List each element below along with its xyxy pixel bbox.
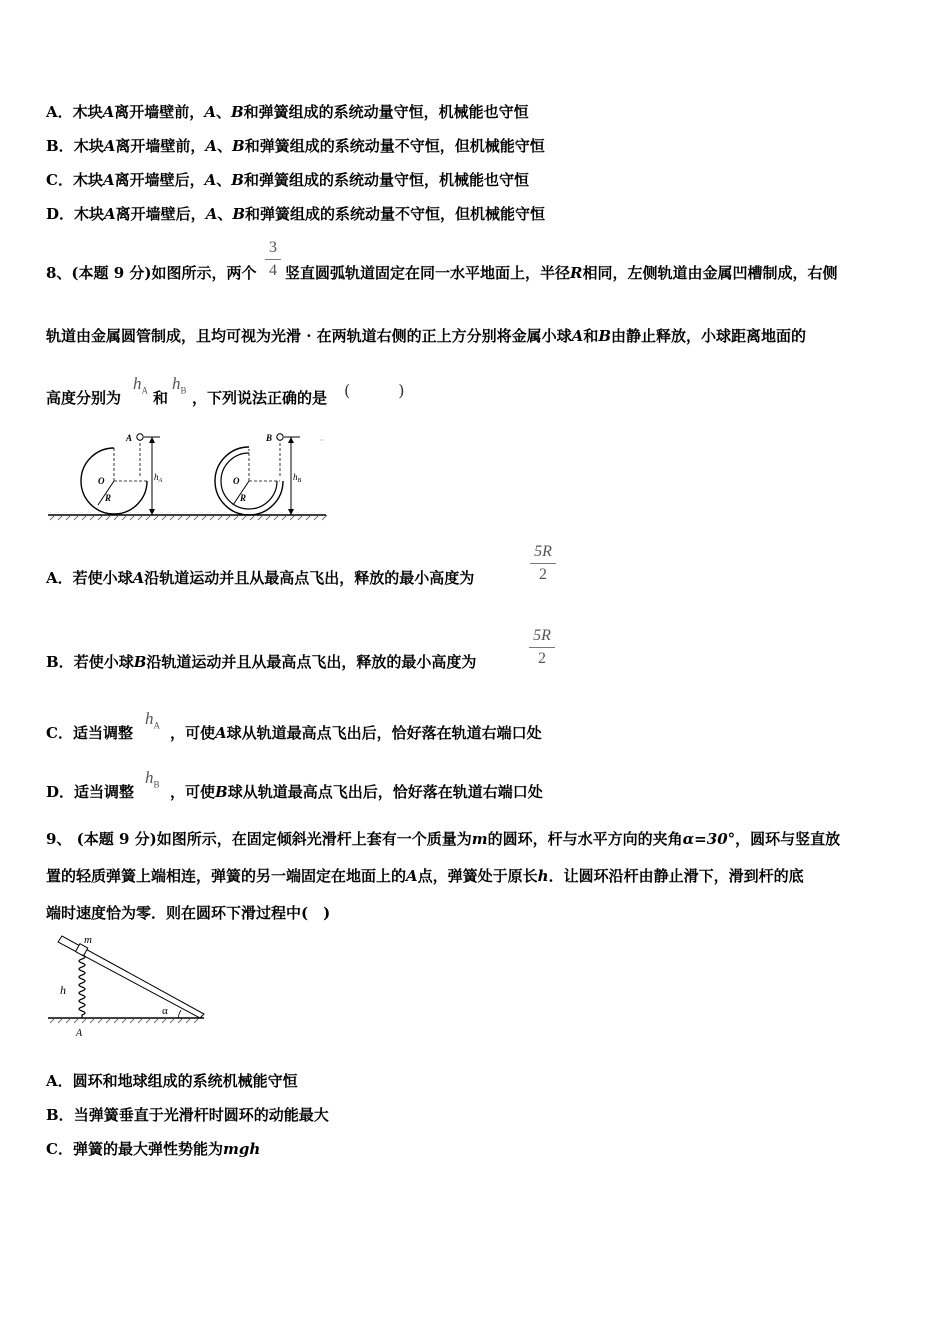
q9-stem-line3: 端时速度恰为零．则在圆环下滑过程中( )	[46, 904, 331, 922]
label-o: O	[98, 476, 105, 486]
q7-option-d: D．木块A离开墙壁后，A、B和弹簧组成的系统动量不守恒，但机械能守恒	[46, 205, 546, 223]
q8-stem-line1-start: 8、(本题 9 分)如图所示，两个	[46, 264, 257, 282]
q8-stem-and: 和	[153, 389, 169, 407]
q8-stem-line3-start: 高度分别为	[46, 389, 122, 407]
label-h-a: $h_A$	[154, 472, 163, 484]
label-r-right: R	[240, 493, 247, 503]
q8-option-c-start: C．适当调整	[46, 724, 133, 742]
q8-option-c-end: ，可使A球从轨道最高点飞出后，恰好落在轨道右端口处	[170, 724, 542, 742]
q8-option-b-fraction: 5R 2	[529, 626, 555, 669]
q9-option-a: A．圆环和地球组成的系统机械能守恒	[46, 1072, 298, 1090]
q9-option-b: B．当弹簧垂直于光滑杆时圆环的动能最大	[46, 1106, 329, 1124]
q8-option-a-fraction: 5R 2	[530, 542, 556, 585]
ball-b	[277, 434, 283, 440]
label-o-right: O	[233, 476, 240, 486]
q8-option-d-end: ，可使B球从轨道最高点飞出后，恰好落在轨道右端口处	[170, 783, 543, 801]
ball-a	[137, 434, 143, 440]
q8-fraction-three-quarters: 3 4	[265, 238, 281, 281]
label-alpha: α	[162, 1005, 168, 1017]
q8-option-d-h-symbol: $h_B$	[145, 768, 160, 790]
q9-option-c: C．弹簧的最大弹性势能为mgh	[46, 1140, 261, 1158]
label-m: m	[84, 934, 92, 946]
q8-h-b-symbol: $h_B$	[172, 374, 187, 396]
q9-stem-line1: 9、 (本题 9 分)如图所示，在固定倾斜光滑杆上套有一个质量为m的圆环，杆与水平方向的夹角α=30°，圆环与竖直放	[46, 830, 841, 848]
q8-figure-tracks	[44, 428, 334, 524]
q9-stem-line2: 置的轻质弹簧上端相连，弹簧的另一端固定在地面上的A点，弹簧处于原长h．让圆环沿杆由静止滑下，滑到杆的底	[46, 867, 804, 885]
q9-figure-incline	[44, 930, 214, 1040]
label-a: A	[126, 433, 133, 443]
q8-option-c-h-symbol: $h_A$	[145, 709, 160, 731]
label-h: h	[60, 983, 66, 997]
label-r: R	[105, 493, 112, 503]
q8-stem-line3-end: ，下列说法正确的是	[192, 389, 328, 407]
spring	[79, 955, 85, 1018]
q8-answer-blank: ( )	[344, 381, 405, 400]
q7-option-a: A．木块A离开墙壁前，A、B和弹簧组成的系统动量守恒，机械能也守恒	[46, 103, 529, 121]
q7-option-b: B．木块A离开墙壁前，A、B和弹簧组成的系统动量不守恒，但机械能守恒	[46, 137, 545, 155]
q8-h-a-symbol: $h_A$	[133, 374, 148, 396]
q8-option-a: A．若使小球A沿轨道运动并且从最高点飞出，释放的最小高度为	[46, 569, 475, 587]
label-b: B	[266, 433, 273, 443]
q8-stem-line1-end: 竖直圆弧轨道固定在同一水平地面上，半径R相同，左侧轨道由金属凹槽制成，右侧	[285, 264, 838, 282]
q8-stem-line2: 轨道由金属圆管制成，且均可视为光滑 · 在两轨道右侧的正上方分别将金属小球A和B由静止释放，小球距离地面的	[46, 327, 807, 345]
q8-option-d-start: D．适当调整	[46, 783, 135, 801]
label-a: A	[76, 1028, 83, 1039]
q8-option-b: B．若使小球B沿轨道运动并且从最高点飞出，释放的最小高度为	[46, 653, 477, 671]
q7-option-c: C．木块A离开墙壁后，A、B和弹簧组成的系统动量守恒，机械能也守恒	[46, 171, 529, 189]
label-h-b: $h_B$	[293, 472, 302, 484]
